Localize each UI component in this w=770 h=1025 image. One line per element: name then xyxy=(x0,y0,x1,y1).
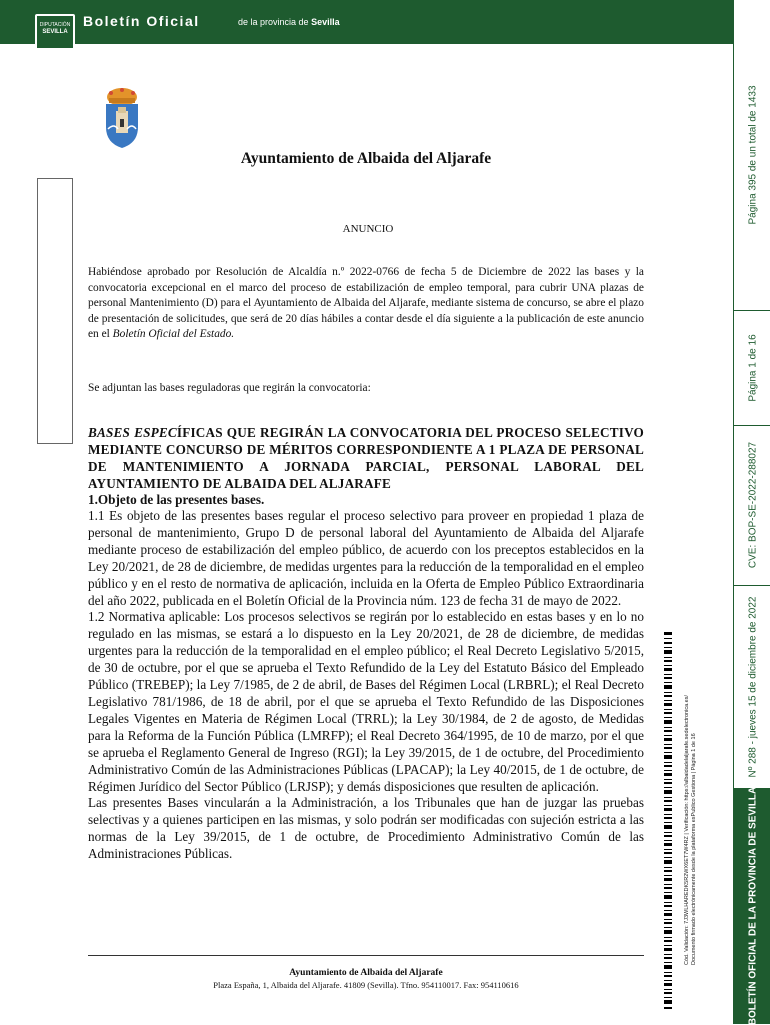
bases-title-italic: BASES ESPEC xyxy=(88,425,177,440)
margin-box xyxy=(37,178,73,444)
bases-title-rest: ÍFICAS QUE REGIRÁN LA CONVOCATORIA DEL PROCESO SELECTIVO MEDIANTE CONCURSO DE MÉRITOS CORRESPONDIENTE A 1 PLAZA DE PERSONAL DE MANTENIMIENTO A JORNADA PARCIAL, PERSONAL LABORAL DEL AYUNTAMIENTO DE ALBAIDA DEL ALJARAFE xyxy=(88,425,644,491)
sidebar-issue xyxy=(734,585,770,788)
municipality-title: Ayuntamiento de Albaida del Aljarafe xyxy=(240,150,492,167)
footer-address: Plaza España, 1, Albaida del Aljarafe. 41809 (Sevilla). Tfno. 954110017. Fax: 954110616 xyxy=(213,980,519,990)
paragraph-1-3: Las presentes Bases vincularán a la Administración, a los Tribunales que han de juzgar las pruebas selectivas y a quienes participen en las mismas, y solo podrán ser modificadas con sujeción estricta a las normas de la Ley 39/2015, de 1 de octubre, de Procedimiento Administrativo Común de las Administraciones Públicas. xyxy=(88,795,644,862)
section-1-heading: 1.Objeto de las presentes bases. xyxy=(88,492,265,507)
verification-line2: Documento firmado electrónicamente desde la plataforma esPublico Gestiona | Página 1 de 16 xyxy=(691,733,697,966)
sidebar-page-total xyxy=(734,0,770,311)
bases-title xyxy=(88,424,644,492)
footer-divider xyxy=(88,955,644,956)
footer-name: Ayuntamiento de Albaida del Aljarafe xyxy=(289,968,443,978)
announcement-paragraph xyxy=(88,265,644,343)
bop-header xyxy=(0,0,733,44)
anuncio-heading: ANUNCIO xyxy=(342,223,394,235)
boe-reference: Boletín Oficial del Estado. xyxy=(112,328,235,341)
paragraph-1-2: 1.2 Normativa aplicable: Los procesos selectivos se regirán por lo establecido en estas bases y en lo no regulado en las mismas, se estará a lo dispuesto en la Ley 20/2021, de 28 de diciembre, de medidas urgentes para la reducción de la temporalidad en el empleo público; el Real Decreto Legislativo 5/2015, de 30 de octubre, por el que se aprueba el Texto Refundido de la Ley del Estatuto Básico del Empleado Público (TREBEP); la Ley 7/1985, de 2 de abril, de Bases del Régimen Local (LRBRL); el Real Decreto Legislativo 781/1986, de 18 de abril, por el que se aprueba el Texto Refundido de las Disposiciones Legales Vigentes en Materia de Régimen Local (TRRL); la Ley 30/1984, de 2 de agosto, de Medidas para la Reforma de la Función Pública (LMRFP); el Real Decreto 364/1995, de 10 de marzo, por el que se aprueba el Reglamento General de Ingreso (RGI); la Ley 39/2015, de 1 de octubre, del Procedimiento Administrativo Común de las Administraciones Públicas (LPACAP); la Ley 40/2015, de 1 de octubre, de Régimen Jurídico del Sector Público (LRJSP); y demás disposiciones que resulten de aplicación. xyxy=(88,609,644,794)
subtitle-prefix: de la provincia de xyxy=(238,17,309,27)
body-text xyxy=(88,508,644,863)
subtitle-province: Sevilla xyxy=(311,17,340,27)
verification-text xyxy=(672,650,710,1010)
badge-line1: DIPUTACIÓN xyxy=(39,22,71,28)
bop-subtitle xyxy=(238,17,340,27)
cve-text: CVE: BOP-SE-2022-288027 xyxy=(747,441,758,569)
right-sidebar xyxy=(733,0,770,1024)
bop-vertical-text: BOLETÍN OFICIAL DE LA PROVINCIA DE SEVILLA xyxy=(747,786,758,1025)
municipal-crest xyxy=(100,85,144,150)
sidebar-bop-label xyxy=(734,788,770,1024)
badge-line2: SEVILLA xyxy=(42,29,68,35)
sidebar-cve xyxy=(734,425,770,586)
page-of-text: Página 1 de 16 xyxy=(747,333,758,402)
bop-title: Boletín Oficial xyxy=(83,13,200,29)
issue-text: Nº 288 - jueves 15 de diciembre de 2022 xyxy=(747,596,758,777)
page-total-text: Página 395 de un total de 1433 xyxy=(747,85,758,225)
sidebar-page-of xyxy=(734,310,770,426)
diputacion-logo xyxy=(35,14,75,50)
attached-bases-note: Se adjuntan las bases reguladoras que regirán la convocatoria: xyxy=(88,382,371,394)
verification-line1: Cód. Validación: 7J3WLHAREDK5R2WX6ET7W4RZ | Verificación: https://albaidadelaljarafe.sedelectronica.es/ xyxy=(684,694,690,966)
announcement-text: Habiéndose aprobado por Resolución de Alcaldía n.º 2022-0766 de fecha 5 de Diciembre de 2022 las bases y la convocatoria excepcional en el marco del proceso de estabilización de empleo temporal, para cubrir UNA plazas de personal Mantenimiento (D) para el Ayuntamiento de Albaida del Aljarafe, mediante sistema de concurso, se abre el plazo de presentación de solicitudes, que será de 20 días hábiles a contar desde el día siguiente a la publicación de este anuncio en el xyxy=(88,266,644,341)
paragraph-1-1: 1.1 Es objeto de las presentes bases regular el proceso selectivo para proveer en propiedad 1 plaza de personal de mantenimiento, Grupo D de personal laboral del Ayuntamiento de Albaida del Aljarafe mediante proceso de estabilización del empleo público, de acuerdo con los preceptos establecidos en la Ley 20/2021, de 28 de diciembre, de medidas urgentes para la reducción de la temporalidad en el empleo público y en el resto de normativa de aplicación, incluida en la Oferta de Empleo Público Extraordinaria del año 2022, publicada en el Boletín Oficial de la Provincia núm. 123 de fecha 31 de mayo de 2022. xyxy=(88,508,644,608)
